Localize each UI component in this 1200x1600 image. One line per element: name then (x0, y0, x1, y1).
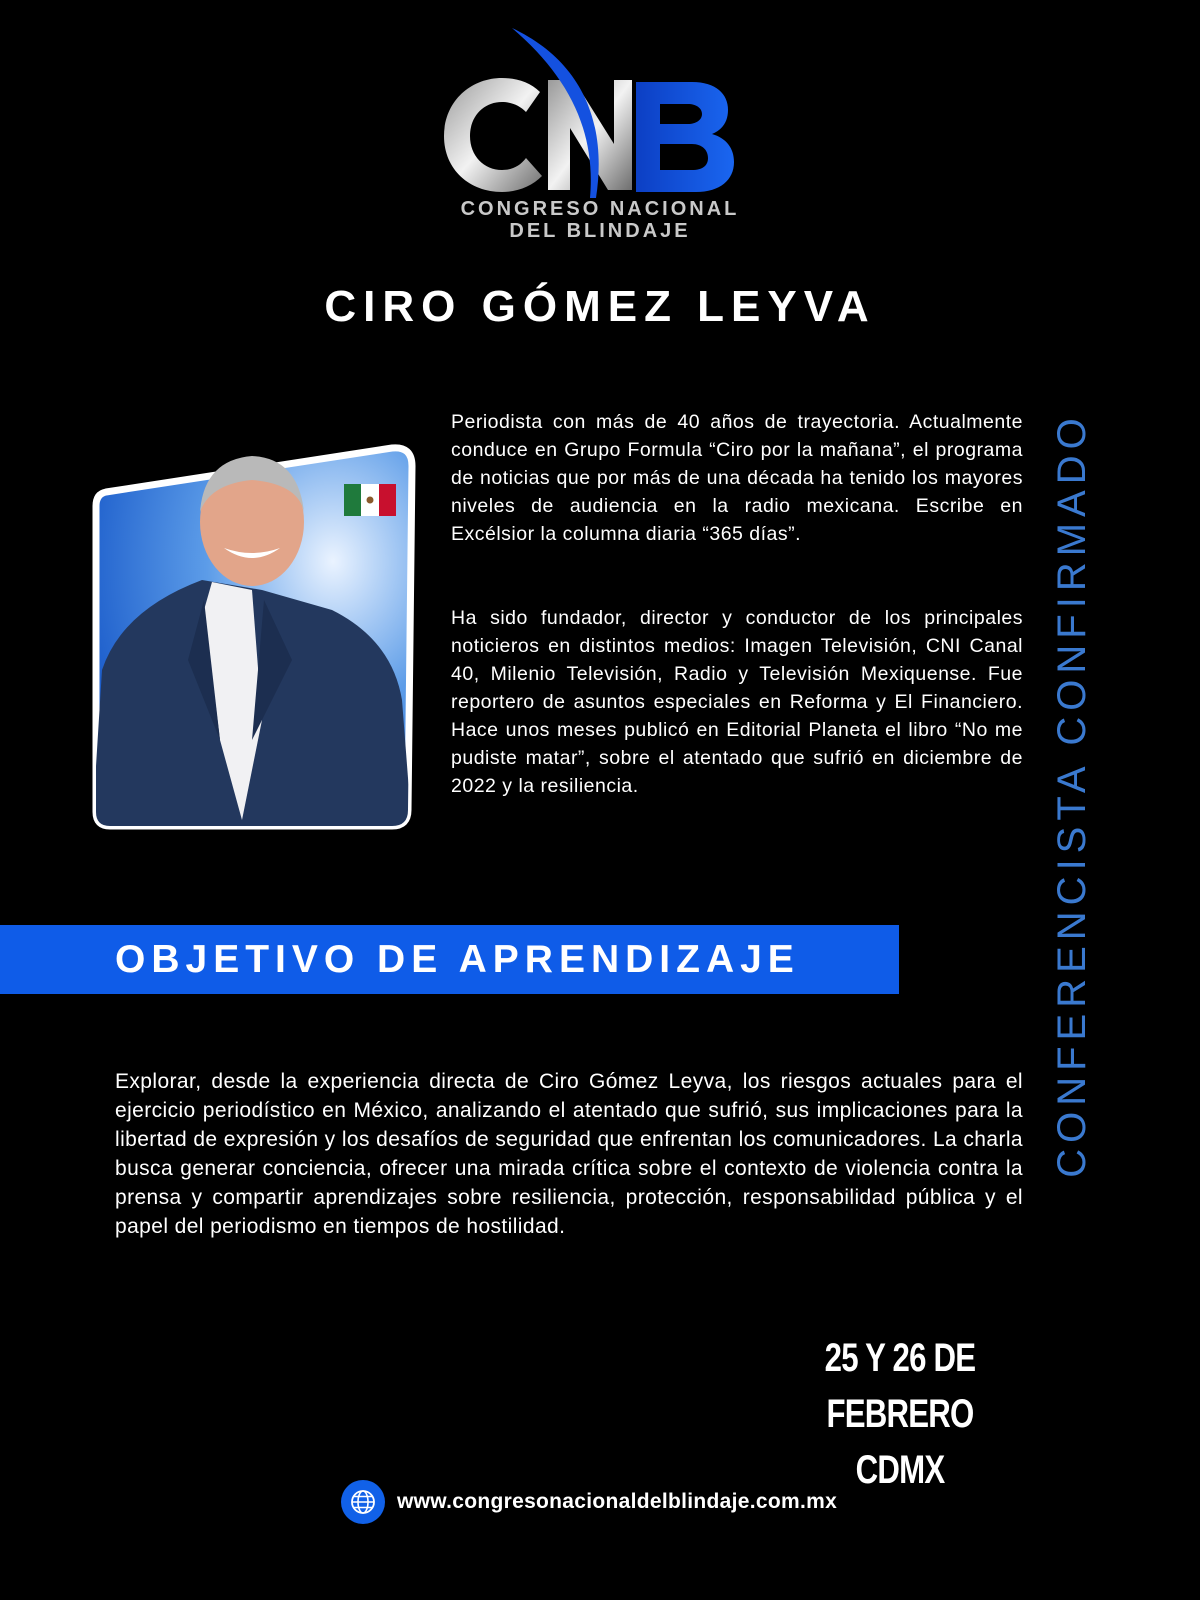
event-city: CDMX (855, 1448, 945, 1492)
mexico-flag-icon (344, 484, 396, 516)
objective-text: Explorar, desde la experiencia directa de Ciro Gómez Leyva, los riesgos actuales para el ejercicio periodístico en México, analizando el atentado que sufrió, sus implicaciones para la libertad de expresión y los desafíos de seguridad que enfrentan los comunicadores. La charla busca generar conciencia, ofrecer una mirada crítica sobre el contexto de violencia contra la prensa y compartir aprendizajes sobre resiliencia, protección, responsabilidad pública y el papel del periodismo en tiempos de hostilidad. (115, 1070, 1023, 1238)
bio-paragraph-1: Periodista con más de 40 años de trayectoria. Actualmente conduce en Grupo Formula “Ciro por la mañana”, el programa de noticias que por más de una década ha tenido los mayores niveles de audiencia en la radio mexicana. Escribe en Excélsior la columna diaria “365 días”. (451, 411, 1023, 545)
objective-title: OBJETIVO DE APRENDIZAJE (115, 937, 800, 981)
event-date: 25 Y 26 DE FEBRERO (824, 1336, 976, 1436)
speaker-name: CIRO GÓMEZ LEYVA (324, 282, 876, 331)
logo-line-2: DEL BLINDAJE (509, 220, 691, 242)
footer (0, 1480, 1200, 1524)
website-link[interactable]: www.congresonacionaldelblindaje.com.mx (397, 1490, 838, 1513)
globe-icon (341, 1480, 385, 1524)
objective-banner (0, 925, 899, 994)
confirmed-speaker-label: CONFERENCISTA CONFIRMADO (1050, 412, 1094, 1178)
cnb-logo (430, 20, 770, 250)
logo-line-1: CONGRESO NACIONAL (460, 198, 740, 220)
bio-paragraph-2: Ha sido fundador, director y conductor de los principales noticieros en distintos medios: Imagen Televisión, CNI Canal 40, Milenio Televisión, Radio y Televisión Mexiquense. Fue reportero de asuntos especiales en Reforma y El Financiero. Hace unos meses publicó en Editorial Planeta el libro “No me pudiste matar”, sobre el atentado que sufrió en diciembre de 2022 y la resiliencia. (451, 607, 1023, 797)
cnb-logo-mark (430, 20, 770, 200)
event-date-block (775, 1330, 1025, 1498)
